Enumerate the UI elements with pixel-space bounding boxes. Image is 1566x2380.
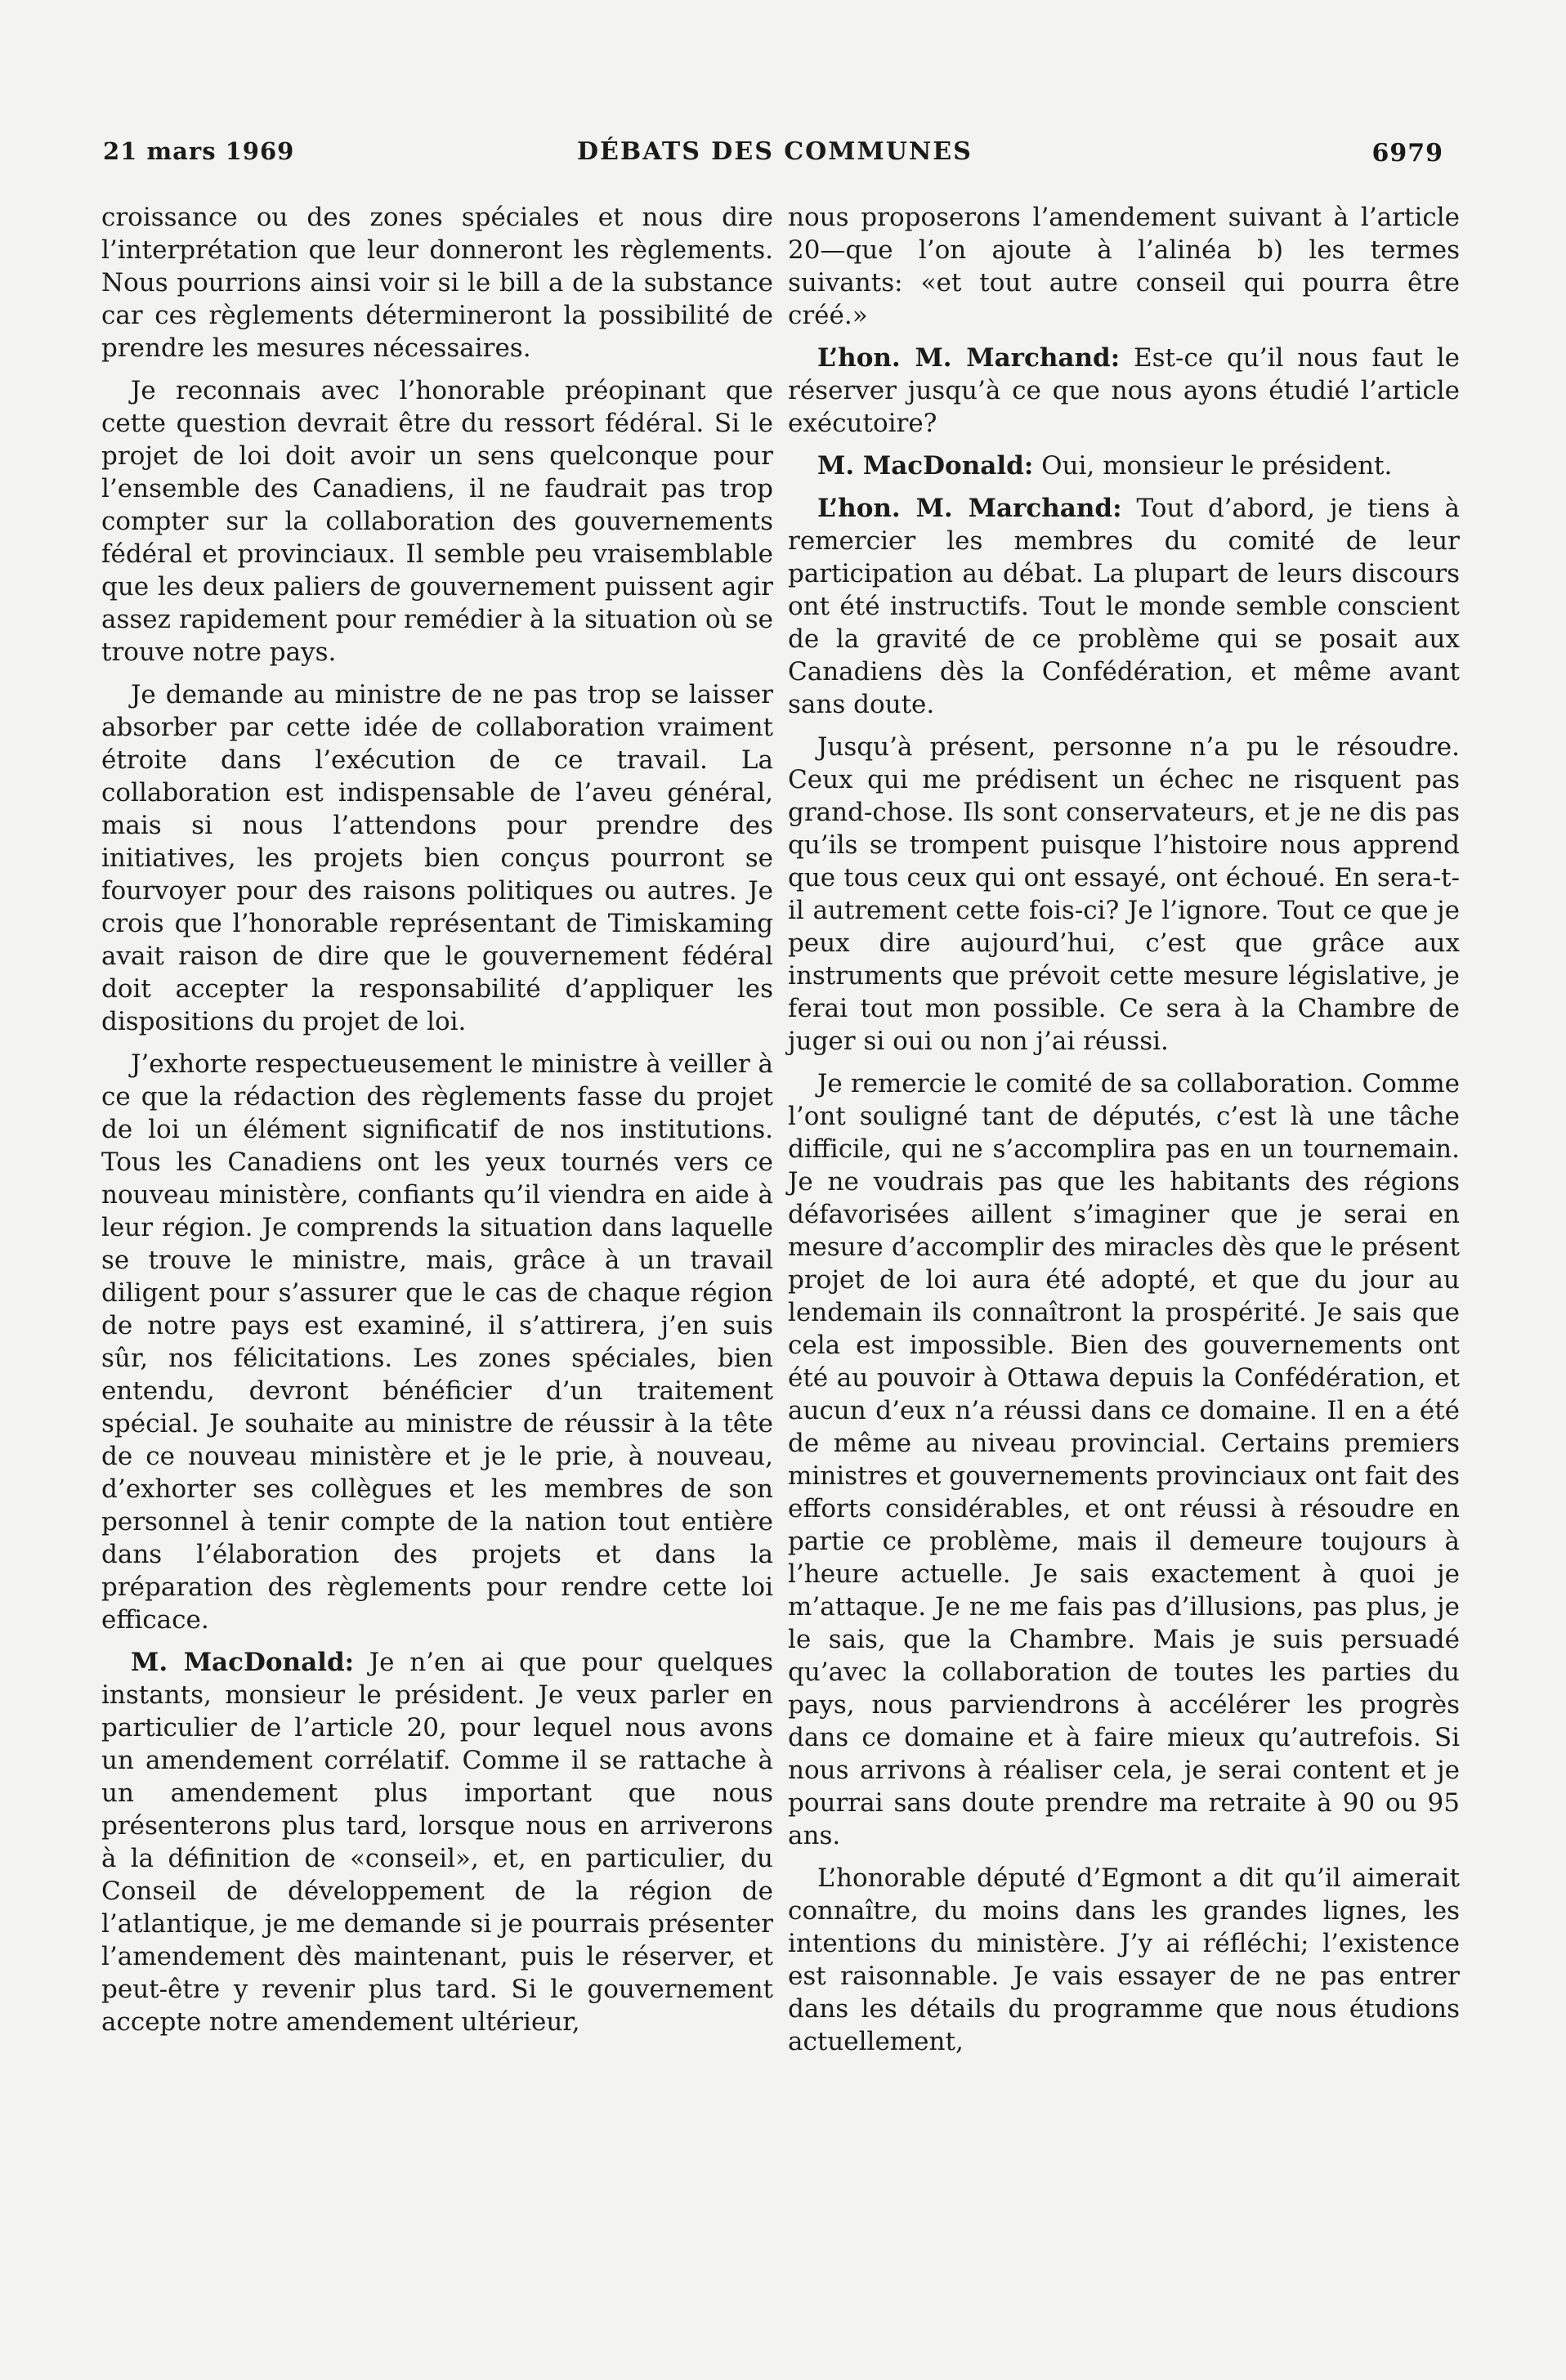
speech-text: Oui, monsieur le président.: [1033, 451, 1393, 481]
page-number: 6979: [1371, 139, 1443, 168]
left-column: [101, 201, 773, 2048]
header-date: 21 mars 1969: [103, 137, 295, 165]
speaker-name: L’hon. M. Marchand:: [817, 343, 1121, 373]
speaker-name: M. MacDonald:: [131, 1648, 355, 1677]
speech-paragraph: [788, 450, 1460, 482]
speech-text: Je n’en ai que pour quelques instants, monsieur le président. Je veux parler en particulier de l’article 20, pour lequel nous avons un amendement corrélatif. Comme il se rattache à un amendement plus important que nous présenterons plus tard, lorsque nous en arriverons à la définition de «conseil», et, en particulier, du Conseil de développement de la région de l’atlantique, je me demande si je pourrais présenter l’amendement dès maintenant, puis le réserver, et peut-être y revenir plus tard. Si le gouvernement accepte notre amendement ultérieur,: [101, 1648, 773, 2037]
right-column: [788, 201, 1460, 2068]
header-title: DÉBATS DES COMMUNES: [577, 137, 973, 166]
paragraph: J’exhorte respectueusement le ministre à veiller à ce que la rédaction des règlements fasse du projet de loi un élément significatif de nos institutions. Tous les Canadiens ont les yeux tournés vers ce nouveau ministère, confiants qu’il viendra en aide à leur région. Je comprends la situation dans laquelle se trouve le ministre, mais, grâce à un travail diligent pour s’assurer que le cas de chaque région de notre pays est examiné, il s’attirera, j’en suis sûr, nos félicitations. Les zones spéciales, bien entendu, devront bénéficier d’un traitement spécial. Je souhaite au ministre de réussir à la tête de ce nouveau ministère et je le prie, à nouveau, d’exhorter ses collègues et les membres de son personnel à tenir compte de la nation tout entière dans l’élaboration des projets et dans la préparation des règlements pour rendre cette loi efficace.: [101, 1049, 773, 1635]
speech-paragraph: [788, 342, 1460, 440]
speech-text: Est-ce qu’il nous faut le réserver jusqu’à ce que nous ayons étudié l’article exécutoire?: [788, 343, 1460, 438]
speech-paragraph: [101, 1646, 773, 2038]
paragraph: nous proposerons l’amendement suivant à l’article 20—que l’on ajoute à l’alinéa b) les termes suivants: «et tout autre conseil qui pourra être créé.»: [788, 203, 1460, 330]
paragraph: Jusqu’à présent, personne n’a pu le résoudre. Ceux qui me prédisent un échec ne risquent pas grand-chose. Ils sont conservateurs, et je ne dis pas qu’ils se trompent puisque l’histoire nous apprend que tous ceux qui ont essayé, ont échoué. En sera-t-il autrement cette fois-ci? Je l’ignore. Tout ce que je peux dire aujourd’hui, c’est que grâce aux instruments que prévoit cette mesure législative, je ferai tout mon possible. Ce sera à la Chambre de juger si oui ou non j’ai réussi.: [788, 732, 1460, 1056]
speech-paragraph: [788, 492, 1460, 721]
speaker-name: M. MacDonald:: [817, 451, 1034, 481]
speech-text: Tout d’abord, je tiens à remercier les membres du comité de leur participation au débat. La plupart de leurs discours ont été instructifs. Tout le monde semble conscient de la gravité de ce problème qui se posait aux Canadiens dès la Confédération, et même avant sans doute.: [788, 494, 1460, 719]
page-header: [103, 137, 1443, 180]
paragraph: Je reconnais avec l’honorable préopinant que cette question devrait être du ressort fédéral. Si le projet de loi doit avoir un sens quelconque pour l’ensemble des Canadiens, il ne faudrait pas trop compter sur la collaboration des gouvernements fédéral et provinciaux. Il semble peu vraisemblable que les deux paliers de gouvernement puissent agir assez rapidement pour remédier à la situation où se trouve notre pays.: [101, 376, 773, 667]
paragraph: L’honorable député d’Egmont a dit qu’il aimerait connaître, du moins dans les grandes lignes, les intentions du ministère. J’y ai réfléchi; l’existence est raisonnable. Je vais essayer de ne pas entrer dans les détails du programme que nous étudions actuellement,: [788, 1863, 1460, 2056]
speaker-name: L’hon. M. Marchand:: [817, 494, 1122, 523]
paragraph: croissance ou des zones spéciales et nous dire l’interprétation que leur donneront les règlements. Nous pourrions ainsi voir si le bill a de la substance car ces règlements détermineront la possibilité de prendre les mesures nécessaires.: [101, 203, 773, 363]
paragraph: Je remercie le comité de sa collaboration. Comme l’ont souligné tant de députés, c’est là une tâche difficile, qui ne s’accomplira pas en un tournemain. Je ne voudrais pas que les habitants des régions défavorisées aillent s’imaginer que je serai en mesure d’accomplir des miracles dès que le présent projet de loi aura été adopté, et que du jour au lendemain ils connaîtront la prospérité. Je sais que cela est impossible. Bien des gouvernements ont été au pouvoir à Ottawa depuis la Confédération, et aucun d’eux n’a réussi dans ce domaine. Il en a été de même au niveau provincial. Certains premiers ministres et gouvernements provinciaux ont fait des efforts considérables, et ont réussi à résoudre en partie ce problème, mais il demeure toujours à l’heure actuelle. Je sais exactement à quoi je m’attaque. Je ne me fais pas d’illusions, pas plus, je le sais, que la Chambre. Mais je suis persuadé qu’avec la collaboration de toutes les parties du pays, nous parviendrons à accélérer les progrès dans ce domaine et à faire mieux qu’autrefois. Si nous arrivons à réaliser cela, je serai content et je pourrai sans doute prendre ma retraite à 90 ou 95 ans.: [788, 1069, 1460, 1850]
paragraph: Je demande au ministre de ne pas trop se laisser absorber par cette idée de collaboration vraiment étroite dans l’exécution de ce travail. La collaboration est indispensable de l’aveu général, mais si nous l’attendons pour prendre des initiatives, les projets bien conçus pourront se fourvoyer pour des raisons politiques ou autres. Je crois que l’honorable représentant de Timiskaming avait raison de dire que le gouvernement fédéral doit accepter la responsabilité d’appliquer les dispositions du projet de loi.: [101, 680, 773, 1036]
